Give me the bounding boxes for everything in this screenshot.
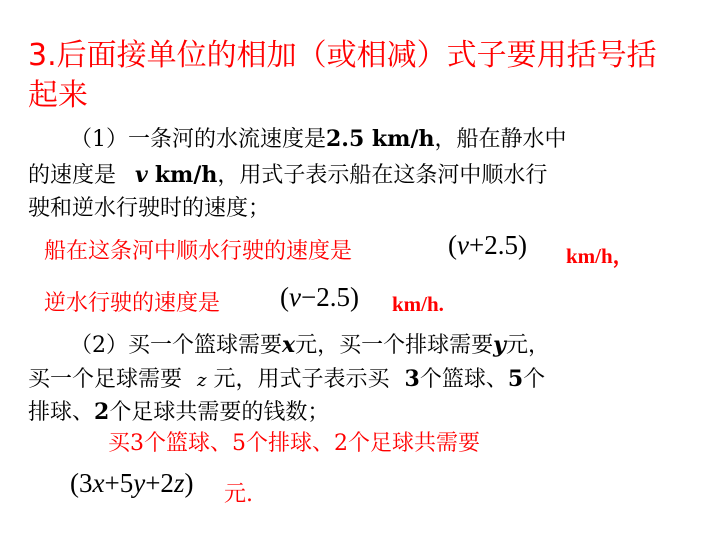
problem2-text: 买一个足球需要: [28, 367, 183, 392]
answer2-unit: 元.: [224, 482, 253, 507]
answer2-label: 买3个篮球、5个排球、2个足球共需要: [108, 431, 480, 456]
problem2-var-z: z: [197, 370, 207, 391]
answer1-upstream-label: 逆水行驶的速度是: [44, 291, 221, 316]
answer2-expression: [70, 468, 193, 499]
problem2-text: 排球、: [28, 400, 95, 425]
problem1-line-2: [28, 160, 547, 191]
problem1-unit: km/h: [154, 162, 218, 188]
expr-part: +2: [145, 468, 174, 498]
problem2-line-3: [28, 397, 329, 428]
answer1-downstream-expression: [448, 230, 527, 261]
expr-var: v: [289, 282, 301, 312]
expr-part: (: [448, 230, 457, 260]
problem1-var-v: v: [135, 162, 148, 188]
expr-var: x: [92, 468, 105, 498]
expr-var: v: [457, 230, 469, 260]
problem1-line-3: 驶和逆水行驶时的速度；: [28, 196, 271, 221]
problem2-var-x: x: [282, 332, 296, 358]
answer1-downstream-label: 船在这条河中顺水行驶的速度是: [44, 239, 353, 264]
problem2-text: 个: [523, 367, 546, 392]
expr-part: (: [280, 282, 289, 312]
problem2-line-1: [70, 330, 550, 361]
answer1-downstream-unit: km/h，: [566, 244, 634, 268]
expr-part: +5: [104, 468, 134, 498]
answer1-upstream-expression: [280, 282, 359, 313]
problem1-text: 的速度是: [28, 163, 117, 188]
problem2-line-2: [28, 364, 545, 396]
problem1-speed: 2.5 km/h: [326, 126, 435, 152]
problem1-line-1: [70, 124, 567, 155]
expr-part: (3: [70, 468, 93, 498]
expr-part: ): [184, 468, 194, 498]
problem1-text: ，用式子表示船在这条河中顺水行: [217, 163, 548, 188]
problem2-text: 元，: [505, 333, 550, 358]
expr-var: z: [173, 468, 185, 498]
problem2-text: 个足球共需要的钱数；: [109, 400, 330, 425]
expr-part: +2.5): [468, 230, 527, 260]
problem1-text: （1）一条河的水流速度是: [70, 127, 326, 152]
problem2-number: 2: [94, 399, 110, 425]
problem2-text: （2）买一个篮球需要: [70, 333, 282, 358]
expr-var: y: [133, 468, 146, 498]
expr-part: −2.5): [300, 282, 359, 312]
problem2-number: 3: [404, 366, 420, 392]
problem2-text: 个篮球、: [419, 367, 508, 392]
heading-line-1: 3.后面接单位的相加（或相减）式子要用括号括: [28, 38, 657, 73]
problem2-text: 元，用式子表示买: [213, 367, 390, 392]
heading-line-2: 起来: [28, 78, 88, 113]
problem1-text: ，船在静水中: [434, 127, 567, 152]
problem2-var-y: y: [493, 332, 506, 358]
problem2-text: 元，买一个排球需要: [295, 333, 494, 358]
answer1-upstream-unit: km/h.: [392, 292, 444, 316]
problem2-number: 5: [507, 366, 524, 392]
